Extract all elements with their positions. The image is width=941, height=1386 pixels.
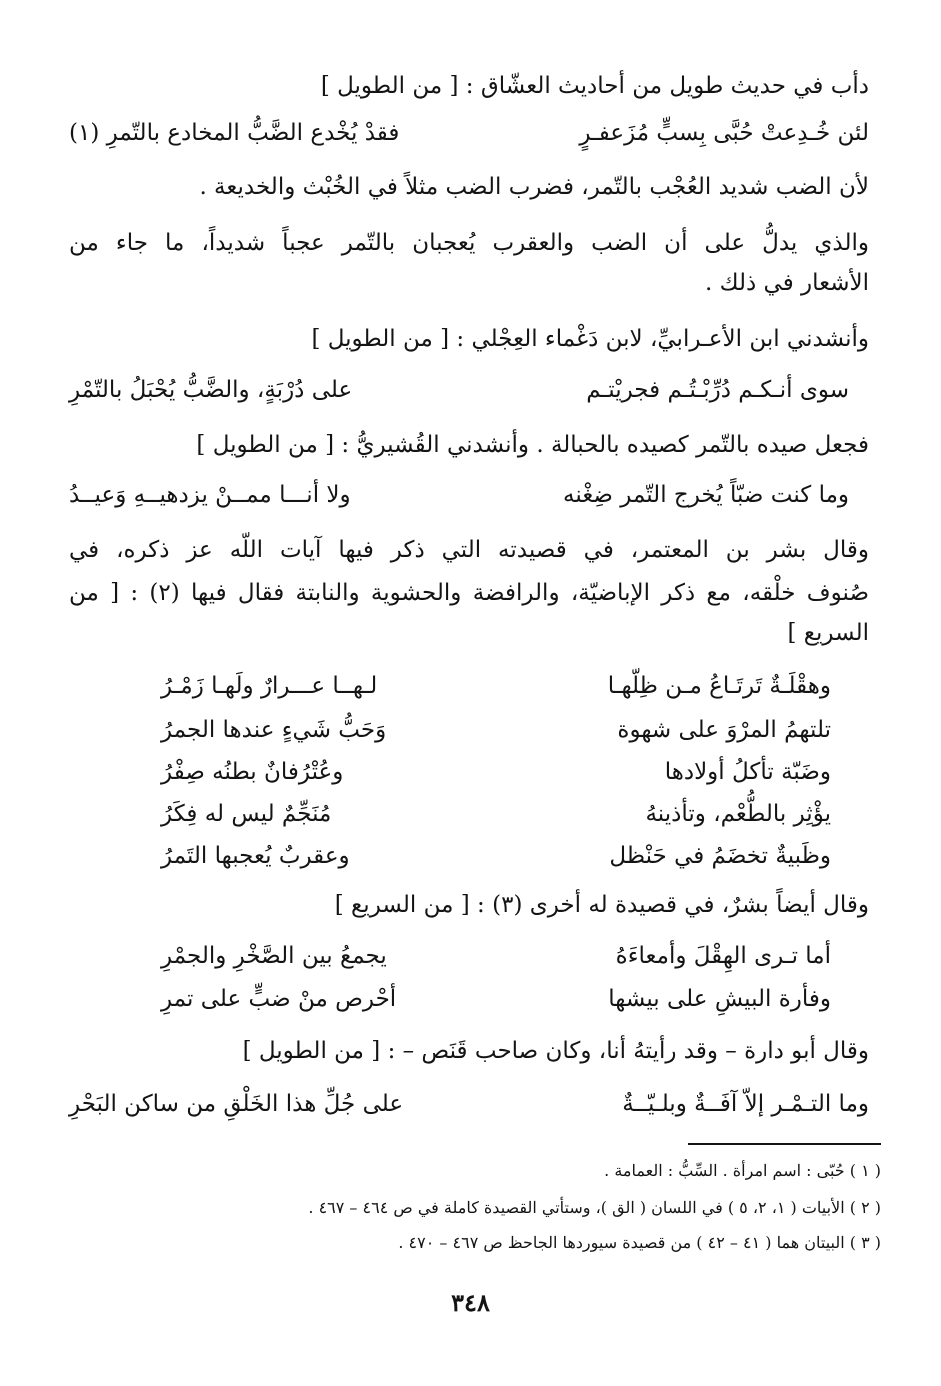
poem-verse (161, 754, 831, 790)
verse-first-hemistich: لئن خُـدِعتْ حُبَّى بِسبٍّ مُزَعفـرٍ (579, 120, 869, 146)
verse-first-hemistich: وظَبيةٌ تخضَمُ في حَنْظل (609, 843, 831, 869)
verse-first-hemistich: أما تـرى الهِقْلَ وأمعاءَهُ (615, 943, 831, 969)
verse-first-hemistich: سوى أنـكـم دُرِّبْـتُـم فجريْتـم (586, 377, 849, 403)
footnote: ( ٣ ) البيتان هما ( ٤١ – ٤٢ ) من قصيدة سيوردها الجاحظ ص ٤٦٧ – ٤٧٠ . (398, 1233, 881, 1252)
verse-second-hemistich: ولا أنـــا ممــنْ يزدهيــهِ وَعيــدُ (69, 482, 351, 508)
verse-second-hemistich: فقدْ يُخْدع الضَّبُّ المخادع بالتّمرِ (١) (69, 120, 400, 146)
poem-verse (161, 796, 831, 832)
prose-line: فجعل صيده بالتّمر كصيده بالحبالة . وأنشدني القُشيريُّ : [ من الطويل ] (196, 432, 869, 458)
poem-verse (161, 938, 831, 974)
poem-verse (161, 712, 831, 748)
prose-line: والذي يدلُّ على أن الضب والعقرب يُعجبان بالتّمر عجباً شديداً، ما جاء من (69, 230, 869, 256)
verse-first-hemistich: تلتهمُ المرْوَ على شهوة (617, 717, 831, 743)
intro-line: دأب في حديث طويل من أحاديث العشّاق : [ من الطويل ] (320, 73, 869, 99)
verse-first-hemistich: وضَبّة تأكلُ أولادها (664, 759, 831, 785)
verse-line (69, 372, 869, 408)
page-number: ٣٤٨ (451, 1288, 490, 1317)
prose-line: الأشعار في ذلك . (704, 270, 869, 296)
prose-line: صُنوف خلْقه، مع ذكر الإباضيّة، والرافضة والحشوية والنابتة فقال فيها (٢) : [ من (69, 580, 869, 606)
poem-verse (161, 838, 831, 874)
footnote-separator (688, 1143, 881, 1145)
verse-first-hemistich: يؤْثِر بالطُّعْم، وتأذينهُ (645, 801, 831, 827)
footnote: ( ١ ) حُبّى : اسم امرأة . السِّبُّ : العمامة . (604, 1161, 881, 1180)
prose-line: لأن الضب شديد العُجْب بالتّمر، فضرب الضب مثلاً في الخُبْث والخديعة . (199, 174, 869, 200)
intro-line: وأنشدني ابن الأعـرابيِّ، لابن دَغْماء العِجْلي : [ من الطويل ] (311, 326, 869, 352)
verse-line (69, 115, 869, 151)
verse-second-hemistich: وَحَبُّ شَيءٍ عندها الجمرُ (161, 717, 387, 743)
verse-second-hemistich: مُنَجِّمٌ ليس له فِكَرُ (161, 801, 332, 827)
poem-verse (161, 981, 831, 1017)
prose-line: وقال بشر بن المعتمر، في قصيدته التي ذكر فيها آيات اللّه عز ذكره، في (69, 537, 869, 563)
verse-second-hemistich: وعُتْرُفانٌ بطنُه صِفْرُ (161, 759, 344, 785)
prose-line: السريع ] (787, 620, 869, 646)
verse-first-hemistich: وما كنت ضبّاً يُخرج التّمر ضِغْنه (563, 482, 849, 508)
verse-second-hemistich: وعقربٌ يُعجبها التَمرُ (161, 843, 350, 869)
poem-verse (161, 668, 831, 704)
intro-line: وقال أبو دارة – وقد رأيتهُ أنا، وكان صاحب قَنَص – : [ من الطويل ] (242, 1038, 869, 1064)
footnote: ( ٢ ) الأبيات ( ١، ٢، ٥ ) في اللسان ( الق )، وستأتي القصيدة كاملة في ص ٤٦٤ – ٤٦٧ . (308, 1198, 881, 1217)
verse-second-hemistich: على جُلِّ هذا الخَلْقِ من ساكن البَحْرِ (69, 1091, 404, 1117)
verse-second-hemistich: أحْرص منْ ضبٍّ على تمرِ (161, 986, 397, 1012)
verse-second-hemistich: لـهــا عـــرارٌ ولَهـا زَمْـرُ (161, 673, 378, 699)
verse-line (69, 477, 869, 513)
verse-line (69, 1086, 869, 1122)
verse-first-hemistich: وفأرة البيشِ على بيشها (608, 986, 831, 1012)
verse-first-hemistich: وما التـمْـر إلاّ آفَــةٌ وبلـيّــةٌ (622, 1091, 869, 1117)
verse-second-hemistich: على دُرْبَةٍ، والضَّبُّ يُحْبَلُ بالتّمْرِ (69, 377, 353, 403)
intro-line: وقال أيضاً بشرٌ، في قصيدة له أخرى (٣) : [ من السريع ] (334, 892, 869, 918)
verse-first-hemistich: وهقْلَـةٌ تَرتَـاعُ مـن ظِلّهـا (607, 673, 831, 699)
verse-second-hemistich: يجمعُ بين الصَّخْرِ والجمْرِ (161, 943, 387, 969)
